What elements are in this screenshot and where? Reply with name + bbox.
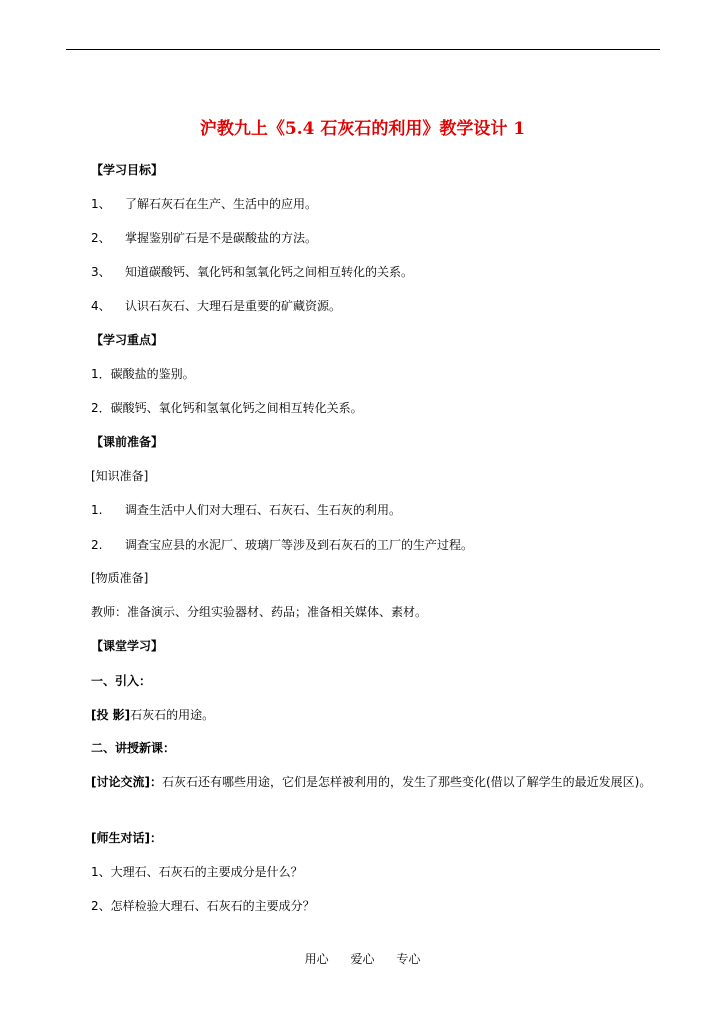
key-point: 2．碳酸钙、氧化钙和氢氧化钙之间相互转化关系。 — [91, 401, 363, 415]
knowledge-number: 1. — [91, 503, 103, 517]
key-point: 1．碳酸盐的鉴别。 — [91, 367, 195, 381]
projection-line — [91, 707, 214, 723]
new-lesson-heading: 二、讲授新课： — [91, 741, 176, 755]
knowledge-text: 调查宝应县的水泥厂、玻璃厂等涉及到石灰石的工厂的生产过程。 — [125, 538, 474, 552]
goal-item — [91, 230, 317, 246]
key-heading: 【学习重点】 — [91, 333, 164, 347]
goal-text: 掌握鉴别矿石是不是碳酸盐的方法。 — [125, 231, 318, 245]
discussion-text: 石灰石还有哪些用途，它们是怎样被利用的，发生了那些变化(借以了解学生的最近发展区)。 — [161, 775, 652, 789]
page-footer — [0, 950, 725, 967]
goal-number: 2、 — [91, 231, 111, 245]
dialogue-heading: [师生对话]： — [91, 831, 162, 845]
class-heading: 【课堂学习】 — [91, 639, 164, 653]
goal-number: 4、 — [91, 299, 111, 313]
header-rule — [66, 49, 660, 50]
footer-word: 专心 — [396, 952, 421, 966]
goal-number: 3、 — [91, 265, 111, 279]
goal-item — [91, 196, 317, 212]
goal-item — [91, 298, 341, 314]
projection-label: [投 影] — [91, 708, 131, 722]
goal-text: 认识石灰石、大理石是重要的矿藏资源。 — [125, 299, 342, 313]
knowledge-prep-label: [知识准备] — [91, 469, 149, 483]
goal-number: 1、 — [91, 197, 111, 211]
page-title: 沪教九上《5.4 石灰石的利用》教学设计 1 — [199, 119, 526, 139]
material-prep-label: [物质准备] — [91, 571, 149, 585]
projection-text: 石灰石的用途。 — [130, 708, 215, 722]
discussion-label: [讨论交流]： — [91, 775, 162, 789]
knowledge-number: 2. — [91, 538, 103, 552]
goal-text: 知道碳酸钙、氧化钙和氢氧化钙之间相互转化的关系。 — [125, 265, 414, 279]
intro-heading: 一、引入： — [91, 674, 152, 688]
discussion-paragraph — [91, 773, 661, 791]
footer-word: 爱心 — [350, 952, 375, 966]
goals-heading: 【学习目标】 — [91, 163, 164, 177]
goal-item — [91, 264, 413, 280]
prep-heading: 【课前准备】 — [91, 435, 164, 449]
question-item: 2、怎样检验大理石、石灰石的主要成分？ — [91, 899, 315, 913]
teacher-prep: 教师：准备演示、分组实验器材、药品；准备相关媒体、素材。 — [91, 605, 428, 619]
question-item: 1、大理石、石灰石的主要成分是什么？ — [91, 865, 303, 879]
footer-word: 用心 — [304, 952, 329, 966]
knowledge-item — [91, 537, 473, 553]
knowledge-text: 调查生活中人们对大理石、石灰石、生石灰的利用。 — [125, 503, 402, 517]
knowledge-item — [91, 502, 401, 518]
goal-text: 了解石灰石在生产、生活中的应用。 — [125, 197, 318, 211]
